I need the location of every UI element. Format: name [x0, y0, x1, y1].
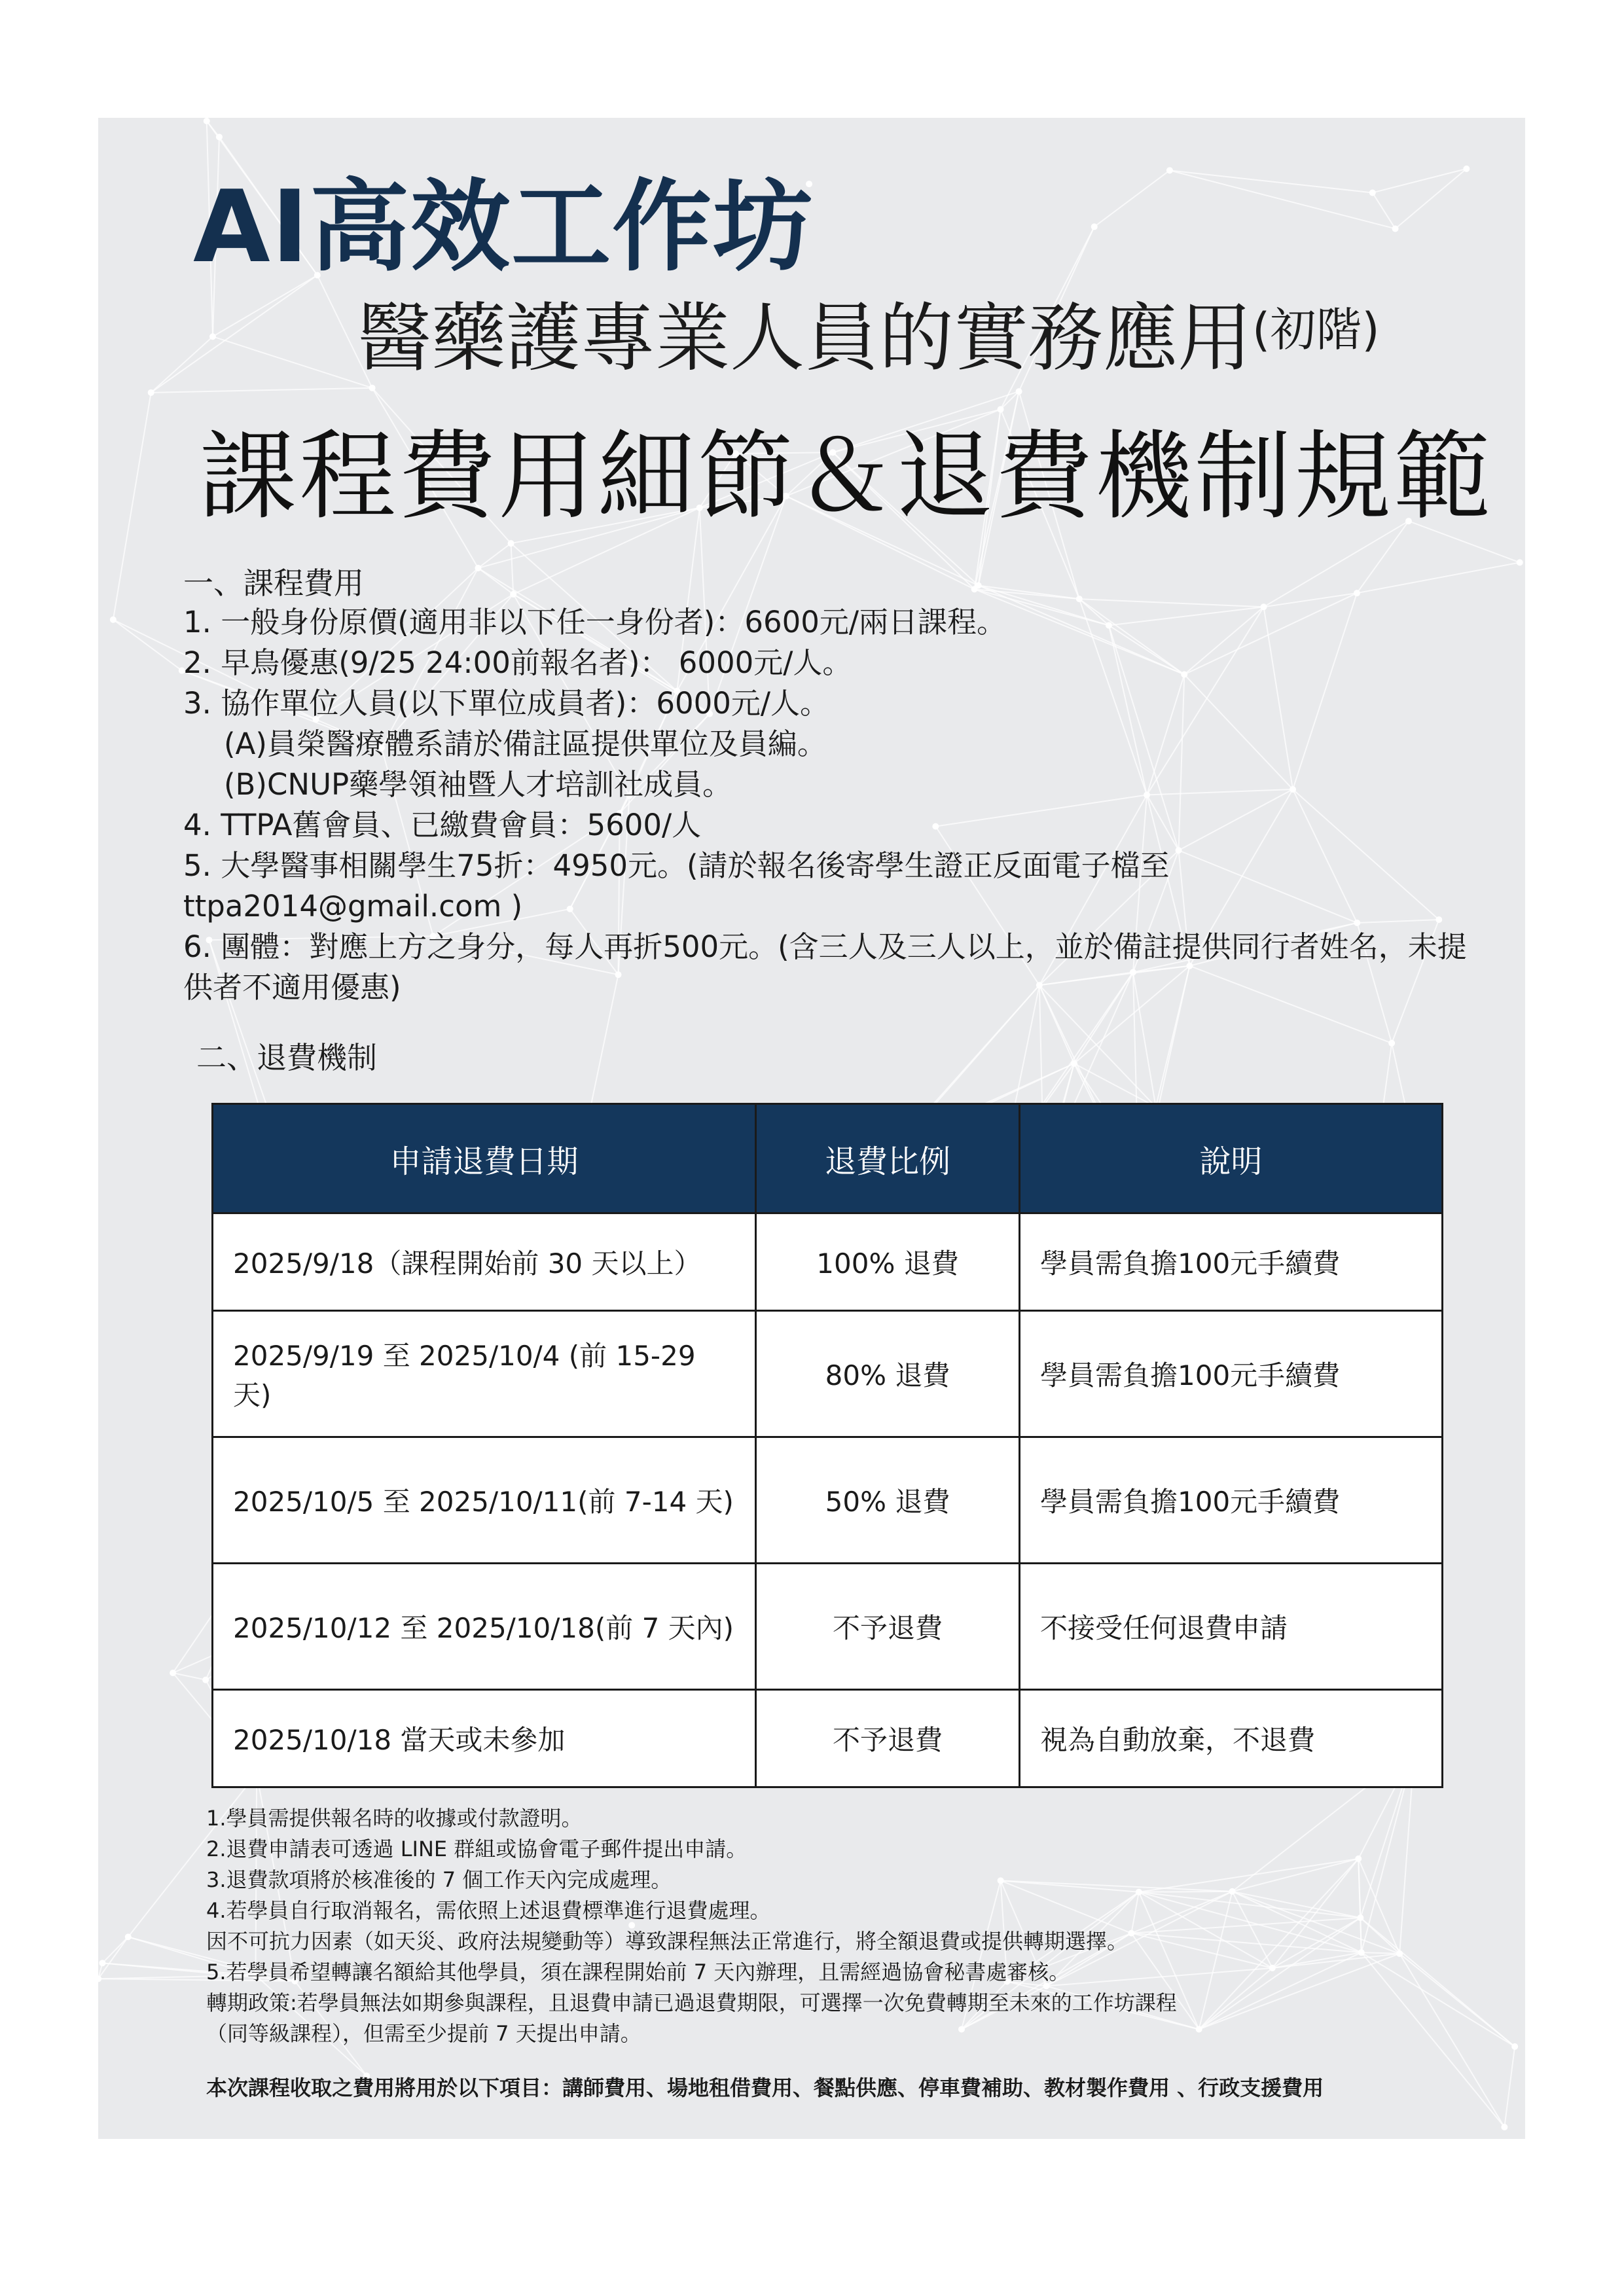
cell-date: 2025/10/12 至 2025/10/18(前 7 天內) — [213, 1564, 756, 1690]
cell-ratio: 50% 退費 — [756, 1437, 1020, 1564]
section-fees-title: 一、課程費用 — [183, 565, 364, 601]
note-line: 因不可抗力因素（如天災、政府法規變動等）導致課程無法正常進行，將全額退費或提供轉期選擇。 — [206, 1929, 1128, 1954]
cell-note: 學員需負擔100元手續費 — [1020, 1437, 1443, 1564]
note-line: 4.若學員自行取消報名，需依照上述退費標準進行退費處理。 — [206, 1898, 771, 1923]
header-date: 申請退費日期 — [213, 1104, 756, 1213]
fee-list — [183, 602, 1486, 1008]
table-header-row — [213, 1104, 1443, 1213]
header-ratio: 退費比例 — [756, 1104, 1020, 1213]
fee-subitem: (B)CNUP藥學領袖暨人才培訓社成員。 — [224, 767, 732, 802]
cell-ratio: 100% 退費 — [756, 1213, 1020, 1311]
cell-date: 2025/10/5 至 2025/10/11(前 7-14 天) — [213, 1437, 756, 1564]
fee-subitem: (A)員榮醫療體系請於備註區提供單位及員編。 — [224, 726, 827, 761]
poster — [98, 118, 1525, 2139]
table-row — [213, 1564, 1443, 1690]
fee-item: 5. 大學醫事相關學生75折：4950元。(請於報名後寄學生證正反面電子檔至 ttpa2014@gmail.com ) — [183, 848, 1170, 924]
note-line: 5.若學員希望轉讓名額給其他學員，須在課程開始前 7 天內辦理，且需經過協會秘書處審核。 — [206, 1960, 1070, 1984]
table-row — [213, 1690, 1443, 1787]
section-refund-title: 二、退費機制 — [196, 1040, 377, 1075]
table-row — [213, 1437, 1443, 1564]
cell-ratio: 不予退費 — [756, 1564, 1020, 1690]
subtitle-level: (初階) — [1252, 303, 1380, 357]
page-heading: 課程費用細節＆退費機制規範 — [200, 420, 1493, 533]
note-line: 2.退費申請表可透過 LINE 群組或協會電子郵件提出申請。 — [206, 1837, 748, 1861]
fee-usage-note: 本次課程收取之費用將用於以下項目：講師費用、場地租借費用、餐點供應、停車費補助、教材製作費用 、行政支援費用 — [206, 2075, 1324, 2100]
cell-date: 2025/9/19 至 2025/10/4 (前 15-29 天) — [213, 1311, 756, 1437]
fee-item: 2. 早鳥優惠(9/25 24:00前報名者)： 6000元/人。 — [183, 645, 852, 680]
table-row — [213, 1213, 1443, 1311]
fee-item: 4. TTPA舊會員、已繳費會員：5600/人 — [183, 808, 702, 842]
subtitle-text: 醫藥護專業人員的實務應用 — [357, 295, 1253, 382]
fee-item: 6. 團體：對應上方之身分，每人再折500元。(含三人及三人以上，並於備註提供同行者姓名，未提供者不適用優惠) — [183, 929, 1467, 1005]
cell-note: 學員需負擔100元手續費 — [1020, 1213, 1443, 1311]
cell-date: 2025/9/18（課程開始前 30 天以上） — [213, 1213, 756, 1311]
cell-date: 2025/10/18 當天或未參加 — [213, 1690, 756, 1787]
poster-subtitle — [357, 278, 1380, 386]
refund-table — [211, 1103, 1443, 1788]
cell-note: 學員需負擔100元手續費 — [1020, 1311, 1443, 1437]
note-line: （同等級課程），但需至少提前 7 天提出申請。 — [206, 2021, 641, 2046]
note-line: 3.退費款項將於核准後的 7 個工作天內完成處理。 — [206, 1867, 672, 1892]
fee-item: 1. 一般身份原價(適用非以下任一身份者)：6600元/兩日課程。 — [183, 605, 1007, 639]
fee-item: 3. 協作單位人員(以下單位成員者)：6000元/人。 — [183, 686, 830, 721]
table-row — [213, 1311, 1443, 1437]
cell-note: 視為自動放棄，不退費 — [1020, 1690, 1443, 1787]
note-line: 1.學員需提供報名時的收據或付款證明。 — [206, 1806, 583, 1831]
note-line: 轉期政策:若學員無法如期參與課程，且退費申請已過退費期限，可選擇一次免費轉期至未來的工作坊課程 — [206, 1990, 1177, 2015]
poster-title: AI高效工作坊 — [193, 169, 814, 285]
cell-ratio: 80% 退費 — [756, 1311, 1020, 1437]
cell-note: 不接受任何退費申請 — [1020, 1564, 1443, 1690]
notes-list — [206, 1803, 1483, 2049]
header-note: 說明 — [1020, 1104, 1443, 1213]
cell-ratio: 不予退費 — [756, 1690, 1020, 1787]
